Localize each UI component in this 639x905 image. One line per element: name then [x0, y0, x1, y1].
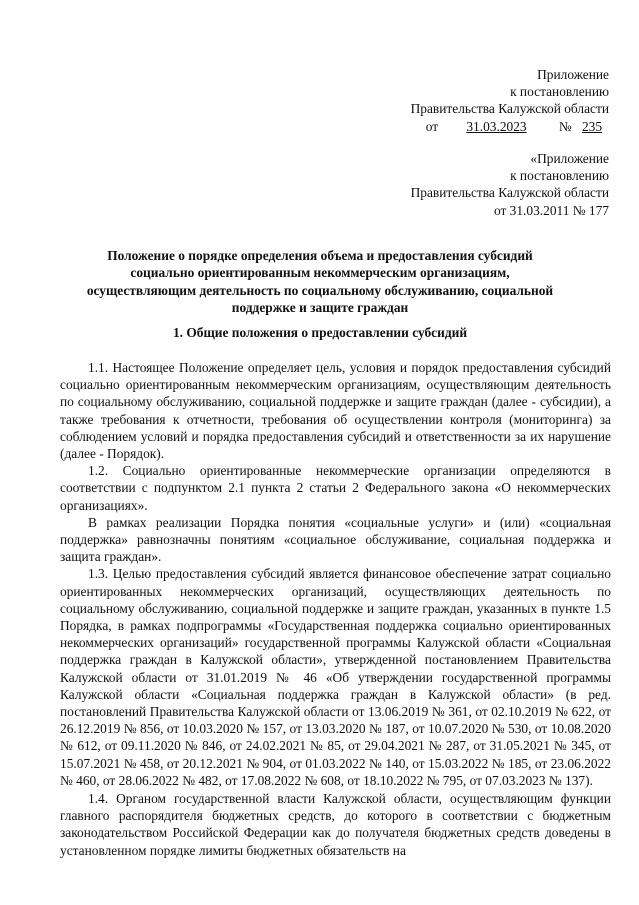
- title-line: Положение о порядке определения объема и предоставления субсидий: [107, 248, 533, 263]
- title-line: поддержке и защите граждан: [231, 300, 409, 316]
- document-title: [60, 247, 580, 317]
- appendix-date-number: [411, 118, 609, 135]
- original-resolution-label: к постановлению: [510, 168, 609, 184]
- paragraph-1-2: 1.2. Социально ориентированные некоммерческие организации определяются в соответствии с подпунктом 2.1 пункта 2 статьи 2 Федерального закона «О некоммерческих организациях».: [60, 463, 611, 513]
- resolution-number: 235: [581, 118, 603, 134]
- date-prefix: от: [425, 118, 439, 134]
- title-line: социально ориентированным некоммерческим организациям,: [130, 265, 510, 281]
- appendix-label: Приложение: [537, 67, 609, 82]
- document-body: [60, 359, 611, 859]
- section-heading: 1. Общие положения о предоставлении субсидий: [172, 325, 468, 340]
- original-appendix-header: [411, 150, 609, 219]
- title-line: осуществляющим деятельность по социальному обслуживанию, социальной: [86, 282, 554, 298]
- original-government-label: Правительства Калужской области: [410, 185, 609, 201]
- appendix-header: [411, 66, 609, 135]
- appendix-government-label: Правительства Калужской области: [410, 101, 609, 117]
- paragraph-1-4: 1.4. Органом государственной власти Калужской области, осуществляющим функции главного распорядителя бюджетных средств, до которого в соответствии с бюджетным законодательством Российской Федерации как до получателя бюджетных средств доведены в установленном порядке лимиты бюджетных обязательств на: [60, 791, 611, 858]
- paragraph-1-2-continued: В рамках реализации Порядка понятия «социальные услуги» и (или) «социальная поддержка» равнозначны понятиям «социальное обслуживание, социальная поддержка и защита граждан».: [60, 514, 611, 565]
- number-prefix: №: [558, 118, 572, 134]
- paragraph-1-3: 1.3. Целью предоставления субсидий является финансовое обеспечение затрат социально ориентированных некоммерческих организаций, осуществляющих деятельность по социальному обслуживанию, социальной поддержке и защите граждан, указанных в пункте 1.5 Порядка, в рамках подпрограммы «Государственная поддержка социально ориентированных некоммерческих организаций» государственной программы Калужской области «Социальная поддержка граждан в Калужской области», утвержденной постановлением Правительства Калужской области от 31.01.2019 № 46 «Об утверждении государственной программы Калужской области «Социальная поддержка граждан в Калужской области» (в ред. постановлений Правительства Калужской области от 13.06.2019 № 361, от 02.10.2019 № 622, от 26.12.2019 № 856, от 10.03.2020 № 157, от 13.03.2020 № 187, от 10.07.2020 № 530, от 10.08.2020 № 612, от 09.11.2020 № 846, от 24.02.2021 № 85, от 29.04.2021 № 287, от 31.05.2021 № 345, от 15.07.2021 № 458, от 20.12.2021 № 904, от 01.03.2022 № 140, от 15.03.2022 № 185, от 23.06.2022 № 460, от 28.06.2022 № 482, от 17.08.2022 № 608, от 18.10.2022 № 795, от 07.03.2023 № 137).: [60, 566, 611, 788]
- original-date-number: от 31.03.2011 № 177: [493, 202, 609, 218]
- paragraph-1-1: 1.1. Настоящее Положение определяет цель, условия и порядок предоставления субсидий социально ориентированным некоммерческим организациям, осуществляющим деятельность по социальному обслуживанию, социальной поддержке и защите граждан (далее - субсидии), а также требования к отчетности, требования об осуществлении контроля (мониторинга) за соблюдением условий и порядка предоставления субсидий и ответственности за их нарушение (далее - Порядок).: [60, 360, 611, 462]
- original-appendix-label: «Приложение: [530, 151, 609, 166]
- resolution-date: 31.03.2023: [466, 118, 527, 134]
- appendix-resolution-label: к постановлению: [510, 84, 609, 100]
